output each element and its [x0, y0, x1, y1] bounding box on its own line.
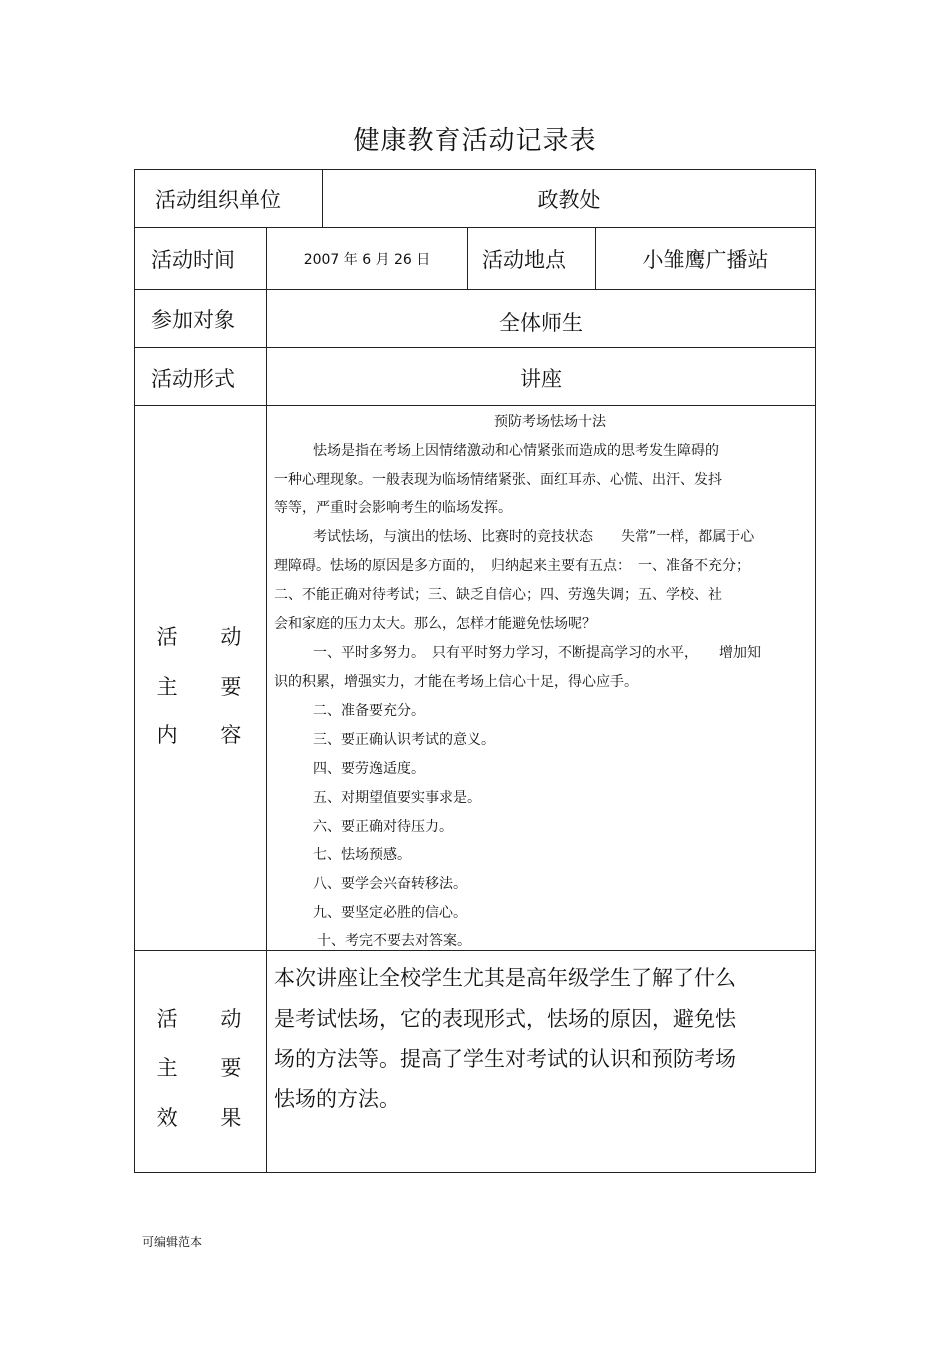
target-label: 参加对象 — [151, 308, 235, 332]
content-label-line-2: 主 要 — [156, 675, 260, 699]
content-label-cell — [134, 405, 267, 951]
method-item: 五、对期望值要实事求是。 — [313, 790, 481, 806]
place-value-cell — [595, 227, 816, 290]
method-item: 十、考完不要去对答案。 — [317, 933, 471, 949]
place-value: 小雏鹰广播站 — [642, 248, 769, 272]
content-label-line-1: 活 动 — [156, 625, 260, 649]
method-item: 四、要劳逸适度。 — [313, 761, 425, 777]
org-label: 活动组织单位 — [155, 188, 281, 212]
time-label-cell — [134, 227, 267, 290]
target-value: 全体师生 — [499, 311, 583, 335]
effect-line: 怯场的方法。 — [274, 1087, 400, 1111]
method-item: 九、要坚定必胜的信心。 — [313, 905, 467, 921]
content-paragraph-line: 怯场是指在考场上因情绪激动和心情紧张而造成的思考发生障碍的 — [313, 443, 719, 459]
form-label: 活动形式 — [151, 367, 235, 391]
effect-label-line-3: 效 果 — [156, 1106, 260, 1130]
effect-line: 本次讲座让全校学生尤其是高年级学生了解了什么 — [274, 966, 736, 990]
content-label-line-3: 内 容 — [156, 723, 260, 747]
effect-label-cell — [134, 950, 267, 1173]
time-value-cell — [266, 227, 468, 290]
content-paragraph-line: 考试怯场，与演出的怯场、比赛时的竞技状态 失常”一样，都属于心 — [313, 529, 755, 545]
target-value-cell — [266, 289, 816, 348]
org-label-cell — [134, 169, 323, 228]
content-heading: 预防考场怯场十法 — [494, 414, 606, 430]
content-paragraph-line: 二、不能正确对待考试；三、缺乏自信心；四、劳逸失调；五、学校、社 — [274, 587, 722, 603]
method-item: 六、要正确对待压力。 — [313, 819, 453, 835]
content-paragraph-line: 一种心理现象。一般表现为临场情绪紧张、面红耳赤、心慌、出汗、发抖 — [274, 472, 722, 488]
form-value-cell — [266, 347, 816, 406]
method-item: 三、要正确认识考试的意义。 — [313, 732, 495, 748]
effect-label-line-2: 主 要 — [156, 1056, 260, 1080]
method-item: 二、准备要充分。 — [313, 703, 425, 719]
effect-line: 是考试怯场，它的表现形式，怯场的原因，避免怯 — [274, 1007, 736, 1031]
form-value: 讲座 — [520, 367, 562, 391]
content-paragraph-line: 理障碍。怯场的原因是多方面的， 归纳起来主要有五点： 一、准备不充分； — [274, 558, 750, 574]
effect-line: 场的方法等。提高了学生对考试的认识和预防考场 — [274, 1047, 736, 1071]
place-label-cell — [467, 227, 596, 290]
content-paragraph-line: 识的积累，增强实力，才能在考场上信心十足，得心应手。 — [274, 674, 638, 690]
content-paragraph-line: 等等，严重时会影响考生的临场发挥。 — [274, 500, 512, 516]
org-value-cell — [322, 169, 816, 228]
content-value-cell — [266, 405, 816, 951]
content-paragraph-line: 一、平时多努力。 只有平时努力学习，不断提高学习的水平， 增加知 — [313, 645, 761, 661]
place-label: 活动地点 — [482, 248, 566, 272]
footer-note: 可编辑范本 — [142, 1235, 203, 1249]
method-item: 八、要学会兴奋转移法。 — [313, 876, 467, 892]
method-item: 七、怯场预感。 — [313, 847, 411, 863]
time-value: 2007 年 6 月 26 日 — [303, 252, 431, 268]
page-title: 健康教育活动记录表 — [353, 126, 597, 156]
effect-label-line-1: 活 动 — [156, 1007, 260, 1031]
target-label-cell — [134, 289, 267, 348]
content-paragraph-line: 会和家庭的压力太大。那么，怎样才能避免怯场呢？ — [274, 616, 596, 632]
form-label-cell — [134, 347, 267, 406]
time-label: 活动时间 — [151, 248, 235, 272]
org-value: 政教处 — [537, 188, 601, 212]
